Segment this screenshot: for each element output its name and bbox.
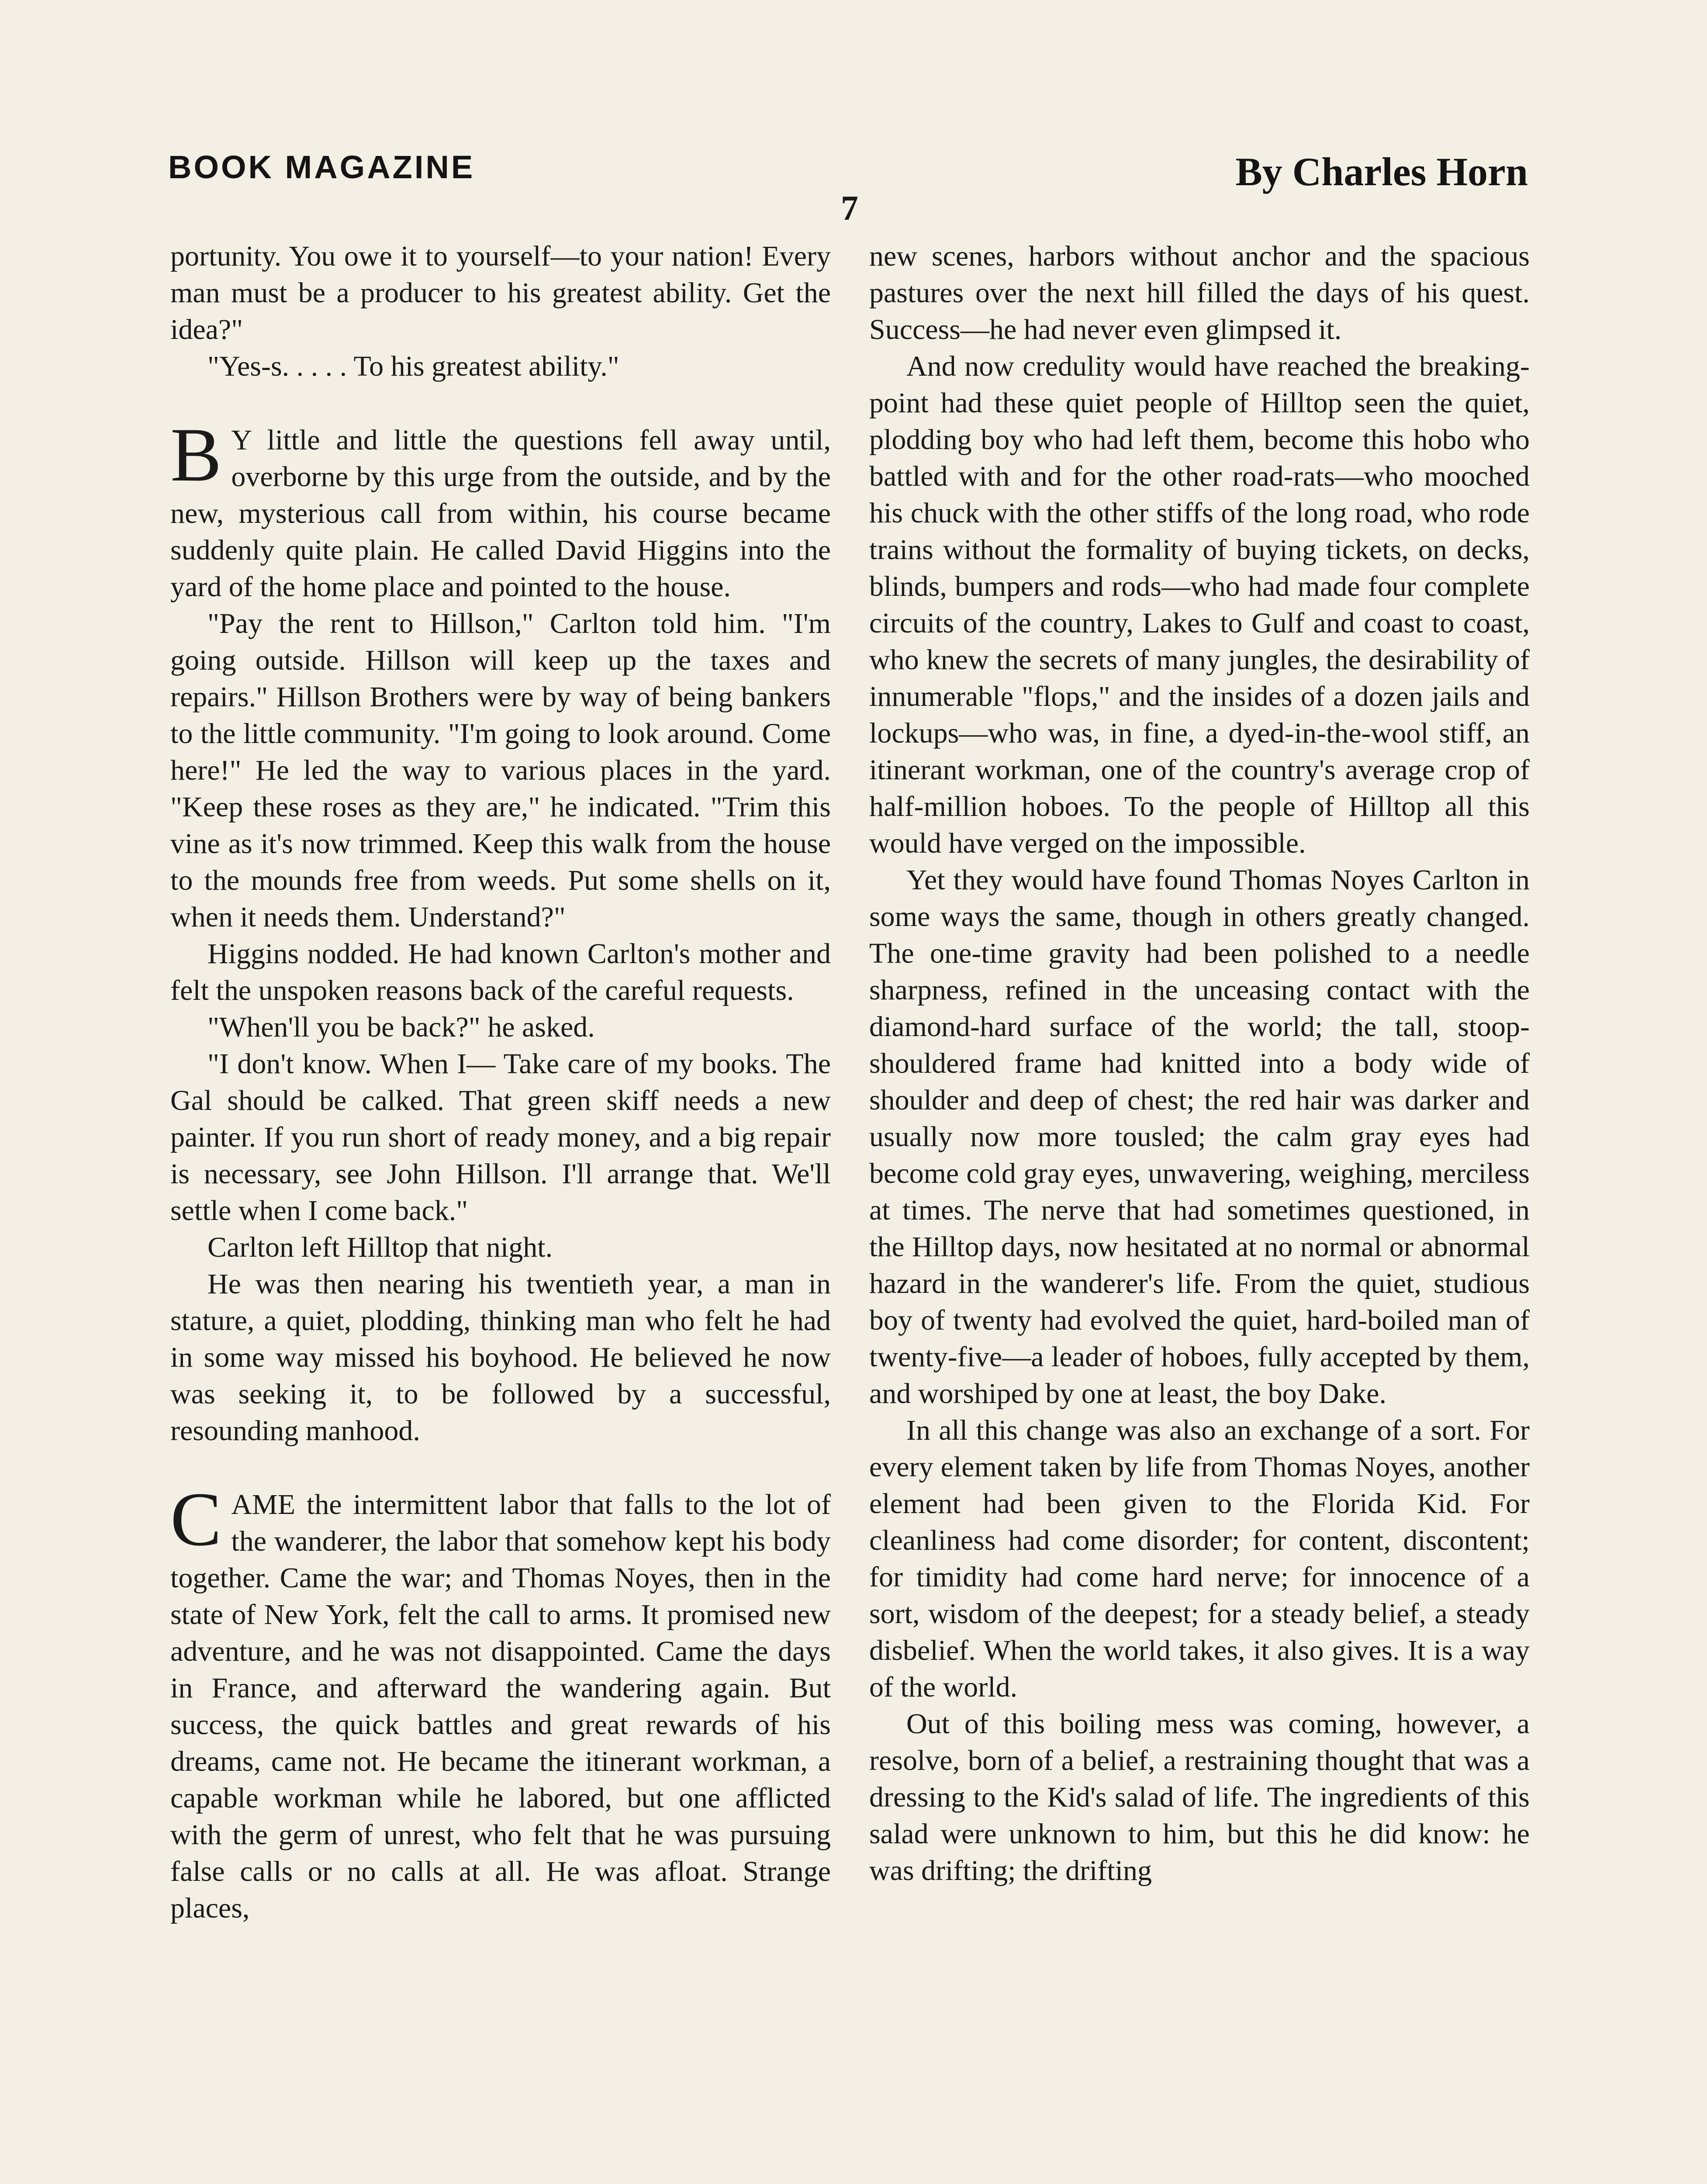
paragraph: Carlton left Hilltop that night.: [207, 1231, 553, 1263]
paragraph: "I don't know. When I— Take care of my books. The Gal should be calked. That green skiff needs a new painter. If you run short of ready money, and a big repair is necessary, see John Hillson. I'll arrange that. We'll settle when I come back.": [170, 1048, 831, 1227]
section-paragraph: [170, 1477, 831, 1927]
paragraph: He was then nearing his twentieth year, a man in stature, a quiet, plodding, thinking man who felt he had in some way missed his boyhood. He believed he now was seeking it, to be followed by a successful, resounding manhood.: [170, 1268, 831, 1447]
left-column: [170, 238, 831, 2184]
paragraph: Out of this boiling mess was coming, however, a resolve, born of a belief, a restraining thought that was a dressing to the Kid's salad of life. The ingredients of this salad were unknown to him, but this he did know: he was drifting; the drifting: [869, 1708, 1530, 1887]
paragraph: portunity. You owe it to yourself—to your nation! Every man must be a producer to his greatest ability. Get the idea?": [170, 240, 831, 346]
paragraph: "Pay the rent to Hillson," Carlton told him. "I'm going outside. Hillson will keep up the taxes and repairs." Hillson Brothers were by way of being bankers to the little community. "I'm going to look around. Come here!" He led the way to various places in the yard. "Keep these roses as they are," he indicated. "Trim this vine as it's now trimmed. Keep this walk from the house to the mounds free from weeds. Put some shells on it, when it needs them. Understand?": [170, 608, 831, 933]
paragraph: "Yes-s. . . . . To his greatest ability.": [207, 350, 619, 382]
paragraph-text: Y little and little the questions fell away until, overborne by this urge from the outside, and by the new, mysterious call from within, his course became suddenly quite plain. He called David Higgins into the yard of the home place and pointed to the house.: [170, 424, 831, 603]
paragraph: And now credulity would have reached the breaking-point had these quiet people of Hilltop seen the quiet, plodding boy who had left them, become this hobo who battled with and for the other road-rats—who mooched his chuck with the other stiffs of the long road, who rode trains without the formality of buying tickets, on decks, blinds, bumpers and rods—who had made four complete circuits of the country, Lakes to Gulf and coast to coast, who knew the secrets of many jungles, the desirability of innumerable "flops," and the insides of a dozen jails and lockups—who was, in fine, a dyed-in-the-wool stiff, an itinerant workman, one of the country's average crop of half-million hoboes. To the people of Hilltop all this would have verged on the impossible.: [869, 350, 1530, 859]
paragraph: Yet they would have found Thomas Noyes Carlton in some ways the same, though in others greatly changed. The one-time gravity had been polished to a needle sharpness, refined in the unceasing contact with the diamond-hard surface of the world; the tall, stoop-shouldered frame had knitted into a body wide of shoulder and deep of chest; the red hair was darker and usually now more tousled; the calm gray eyes had become cold gray eyes, unwavering, weighing, merciless at times. The nerve that had sometimes questioned, in the Hilltop days, now hesitated at no normal or abnormal hazard in the wanderer's life. From the quiet, studious boy of twenty had evolved the quiet, hard-boiled man of twenty-five—a leader of hoboes, fully accepted by them, and worshiped by one at least, the boy Dake.: [869, 864, 1530, 1410]
paragraph: "When'll you be back?" he asked.: [207, 1011, 595, 1043]
drop-cap: B: [170, 412, 222, 498]
section-paragraph: [170, 412, 831, 605]
author-byline: By Charles Horn: [1235, 149, 1528, 194]
paragraph: Higgins nodded. He had known Carlton's mother and felt the unspoken reasons back of the careful requests.: [170, 938, 831, 1006]
magazine-title: BOOK MAGAZINE: [168, 149, 475, 185]
paragraph: In all this change was also an exchange of a sort. For every element taken by life from Thomas Noyes, another element had been given to the Florida Kid. For cleanliness had come disorder; for content, discontent; for timidity had come hard nerve; for innocence of a sort, wisdom of the deepest; for a steady belief, a steady disbelief. When the world takes, it also gives. It is a way of the world.: [869, 1414, 1530, 1703]
drop-cap: C: [170, 1477, 222, 1562]
paragraph: new scenes, harbors without anchor and the spacious pastures over the next hill filled the days of his quest. Success—he had never even glimpsed it.: [869, 240, 1530, 346]
right-column: [869, 238, 1530, 2184]
paragraph-text: AME the intermittent labor that falls to the lot of the wanderer, the labor that somehow kept his body together. Came the war; and Thomas Noyes, then in the state of New York, felt the call to arms. It promised new adventure, and he was not disappointed. Came the days in France, and afterward the wandering again. But success, the quick battles and great rewards of his dreams, came not. He became the itinerant workman, a capable workman while he labored, but one afflicted with the germ of unrest, who felt that he was pursuing false calls or no calls at all. He was afloat. Strange places,: [170, 1489, 831, 1924]
page-number: 7: [841, 189, 858, 228]
